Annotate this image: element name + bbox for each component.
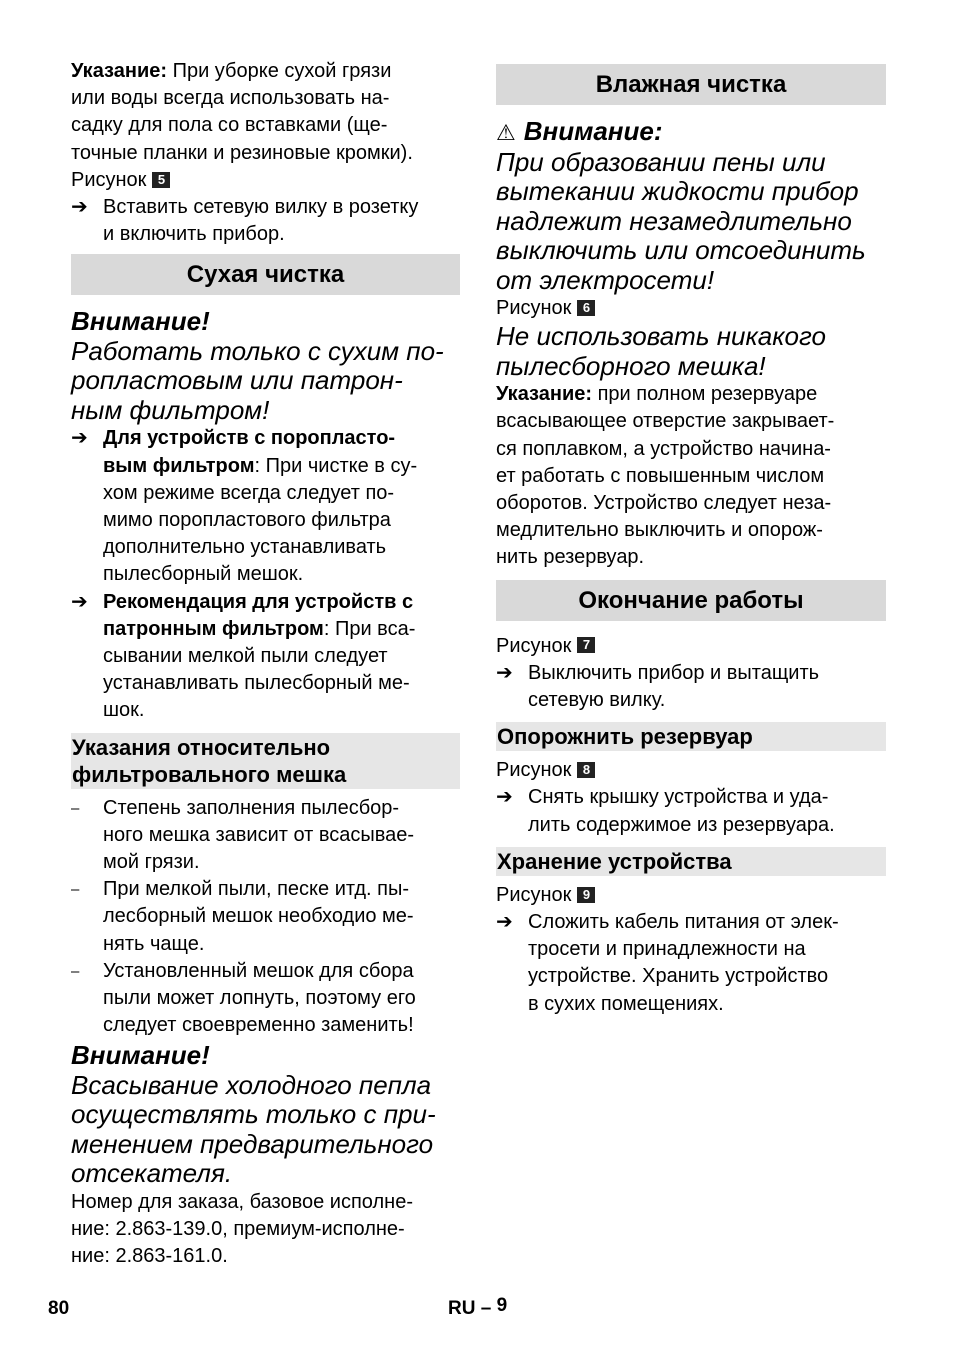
dash-bullet: – [71,881,80,899]
warning-foam: ⚠ Внимание: При образовании пены или вытекании жидкости прибор надлежит незамедлительно выключить или отсоединить от электросети! [496,116,866,295]
item-cartridge-filter: ➔ Рекомендация для устройств с патронным фильтром: При вса- сывании мелкой пыли следует устанавливать пылесборный ме- шок. [71,590,416,722]
figure-ref-6: Рисунок 6 [496,295,886,322]
step-switch-off: ➔ Выключить прибор и вытащить сетевую вилку. [496,661,820,712]
figure-number-badge: 9 [577,887,595,903]
section-page-label: RU – 9 [448,1295,508,1319]
arrow-icon: ➔ [71,196,88,219]
warning-no-bag: Не использовать никакого пылесборного мешка! [496,321,826,381]
figure-ref-7: Рисунок 7 [496,633,886,660]
figure-number-badge: 5 [152,172,170,188]
arrow-icon: ➔ [71,590,88,613]
warning-dry-filter: Внимание! Работать только с сухим по- ропластовым или патрон- ным фильтром! [71,306,444,425]
warning-title: Внимание! [71,1040,210,1071]
step-storage: ➔ Сложить кабель питания от элек- тросети и принадлежности на устройстве. Хранить устройство в сухих помещениях. [496,911,839,1015]
figure-ref-5: Рисунок 5 [71,167,460,194]
subsection-title-storage: Хранение устройства [496,847,886,876]
subsection-title-filter-bag: Указания относительно фильтровального мешка [71,733,460,789]
arrow-icon: ➔ [496,786,513,809]
dash-bullet: – [71,799,80,817]
right-column [496,58,886,1018]
figure-number-badge: 7 [577,637,595,653]
warning-title: Внимание: [523,116,663,146]
dash-bullet: – [71,962,80,980]
note-label: Указание: [71,60,168,82]
arrow-icon: ➔ [496,911,513,934]
left-column [71,58,460,1271]
section-title-dry-cleaning: Сухая чистка [71,254,460,295]
note-floor-nozzle: Указание: При уборке сухой грязи или воды всегда использовать на- садку для пола со вставками (ще- точные планки и резиновые кромки). [71,60,413,164]
page-number: 80 [48,1298,70,1319]
order-number-text: Номер для заказа, базовое исполне- ние: 2.863-139.0, премиум-исполне- ние: 2.863-161.0. [71,1190,413,1268]
section-title-wet-cleaning: Влажная чистка [496,64,886,105]
item-foam-filter: ➔ Для устройств с поропласто- вым фильтром: При чистке в су- хом режиме всегда следует по- мимо поропластового фильтра дополнительно устанавливать пылесборный мешок. [71,427,418,586]
warning-title: Внимание! [71,306,210,337]
figure-number-badge: 6 [577,300,595,316]
list-item: – При мелкой пыли, песке итд. пы- лесборный мешок необходио ме- нять чаще. [71,878,414,955]
arrow-icon: ➔ [71,427,88,450]
list-item: – Установленный мешок для сбора пыли может лопнуть, поэтому его следует своевременно заменить! [71,959,416,1037]
figure-number-badge: 8 [577,762,595,778]
figure-ref-8: Рисунок 8 [496,757,886,784]
note-label: Указание: [496,383,593,406]
step-plug-in: ➔ Вставить сетевую вилку в розетку и включить прибор. [71,196,419,246]
figure-ref-9: Рисунок 9 [496,882,886,909]
warning-triangle-icon: ⚠ [496,120,516,145]
arrow-icon: ➔ [496,661,513,684]
step-empty-tank: ➔ Снять крышку устройства и уда- лить содержимое из резервуара. [496,786,835,836]
list-item: – Степень заполнения пылесбор- ного мешка зависит от всасывае- мой грязи. [71,796,415,874]
section-title-end-work: Окончание работы [496,580,886,621]
warning-cold-ash: Внимание! Всасывание холодного пепла осуществлять только с при- менением предварительного отсекателя. [71,1040,436,1189]
note-float: Указание: при полном резервуаре всасывающее отверстие закрывает- ся поплавком, а устройство начина- ет работать с повышенным числом оборотов. Устройство следует неза- медлительно выключить и опорож- нить резервуар. [496,383,835,569]
subsection-title-empty-tank: Опорожнить резервуар [496,722,886,751]
